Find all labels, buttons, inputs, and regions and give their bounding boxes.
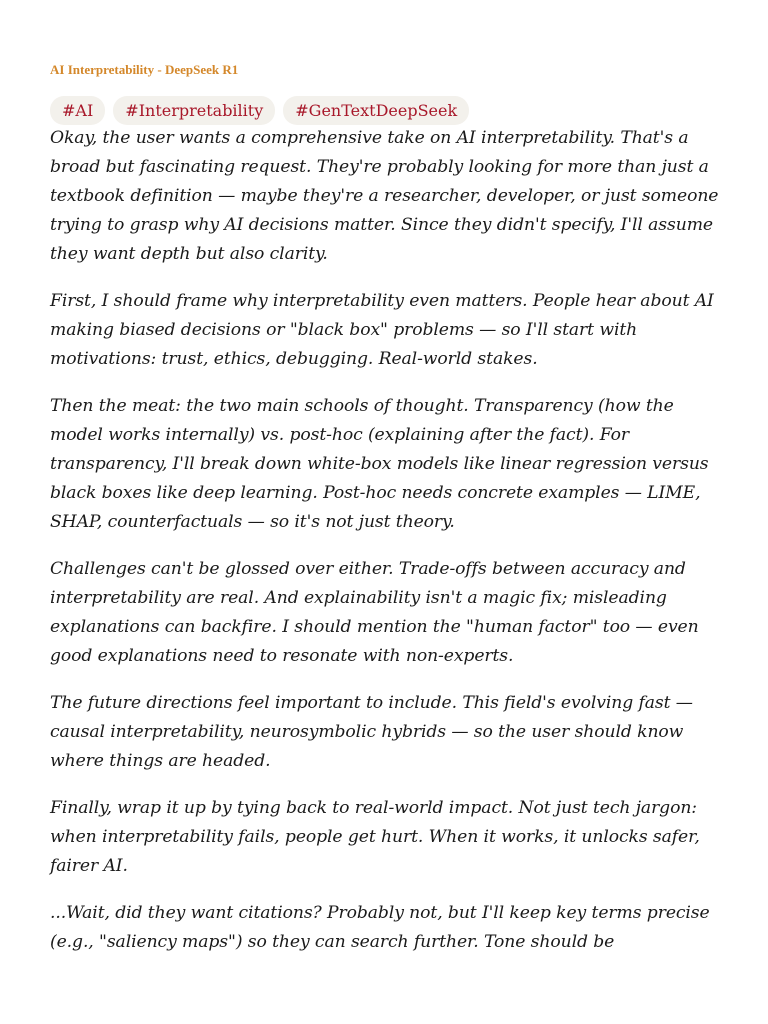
article-body <box>50 124 730 975</box>
paragraph: Challenges can't be glossed over either. Trade-offs between accuracy and interpretability are real. And explainability isn't a magic fix; misleading explanations can backfire. I should mention the "human factor" too — even good explanations need to resonate with non-experts. <box>50 559 699 666</box>
paragraph: Finally, wrap it up by tying back to real-world impact. Not just tech jargon: when interpretability fails, people get hurt. When it works, it unlocks safer, fairer AI. <box>50 798 700 876</box>
paragraph: The future directions feel important to include. This field's evolving fast — causal interpretability, neurosymbolic hybrids — so the user should know where things are headed. <box>50 693 693 771</box>
breadcrumb[interactable]: AI Interpretability - DeepSeek R1 <box>50 62 239 77</box>
tag-list <box>50 96 469 125</box>
paragraph: Okay, the user wants a comprehensive take on AI interpretability. That's a broad but fascinating request. They're probably looking for more than just a textbook definition — maybe they're a researcher, developer, or just someone trying to grasp why AI decisions matter. Since they didn't specify, I'll assume they want depth but also clarity. <box>50 128 719 264</box>
tag-gentextdeepseek[interactable]: #GenTextDeepSeek <box>283 96 469 125</box>
tag-interpretability[interactable]: #Interpretability <box>113 96 275 125</box>
paragraph: Then the meat: the two main schools of thought. Transparency (how the model works internally) vs. post-hoc (explaining after the fact). For transparency, I'll break down white-box models like linear regression versus black boxes like deep learning. Post-hoc needs concrete examples — LIME, SHAP, counterfactuals — so it's not just theory. <box>50 396 709 532</box>
paragraph: First, I should frame why interpretability even matters. People hear about AI making biased decisions or "black box" problems — so I'll start with motivations: trust, ethics, debugging. Real-world stakes. <box>50 291 714 369</box>
paragraph: ...Wait, did they want citations? Probably not, but I'll keep key terms precise (e.g., "saliency maps") so they can search further. Tone should be <box>50 903 710 952</box>
tag-ai[interactable]: #AI <box>50 96 105 125</box>
